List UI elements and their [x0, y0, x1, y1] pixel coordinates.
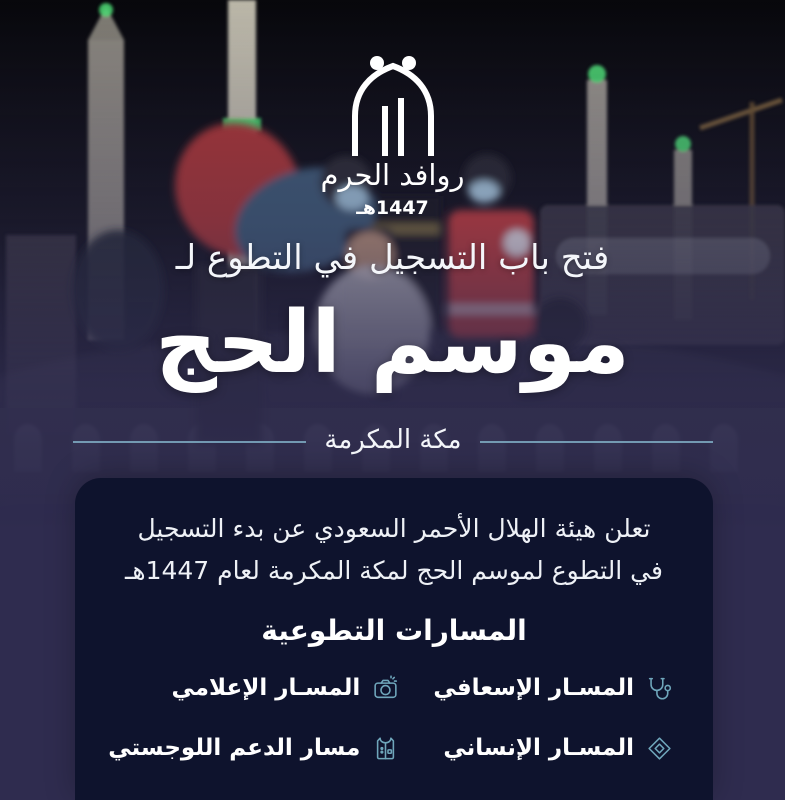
divider-line-right — [480, 441, 713, 443]
track-label: المسـار الإنساني — [443, 735, 634, 761]
location-label: مكة المكرمة — [324, 425, 462, 455]
logo-brand-name: روافد الحرم — [320, 158, 465, 192]
safety-vest-icon — [372, 735, 399, 762]
registration-kicker: فتح باب التسجيل في التطوع لـ — [175, 238, 610, 278]
announcement-text: تعلن هيئة الهلال الأحمر السعودي عن بدء التسجيل في التطوع لموسم الحج لمكة المكرمة لعام 1447هـ — [125, 514, 663, 585]
humanitarian-diamond-icon — [646, 735, 673, 762]
logo-hijri-year: 1447هـ — [356, 197, 429, 219]
track-label: المسـار الإسعافي — [433, 675, 634, 701]
track-humanitarian — [433, 731, 673, 765]
track-logistics — [108, 731, 399, 765]
announcement-card — [75, 478, 713, 800]
dome-arch-logo-icon — [332, 52, 454, 158]
camera-icon — [372, 675, 399, 702]
track-label: المسـار الإعلامي — [171, 675, 361, 701]
volunteer-tracks-grid — [108, 671, 673, 765]
track-label: مسار الدعم اللوجستي — [108, 735, 361, 761]
tracks-section-title: المسارات التطوعية — [261, 614, 527, 647]
location-divider — [73, 420, 713, 464]
track-media — [108, 671, 399, 705]
stethoscope-icon — [646, 675, 673, 702]
hajj-season-title: موسم الحج — [155, 293, 630, 393]
divider-line-left — [73, 441, 306, 443]
rawafid-alharam-logo — [0, 52, 785, 219]
track-paramedic — [433, 671, 673, 705]
